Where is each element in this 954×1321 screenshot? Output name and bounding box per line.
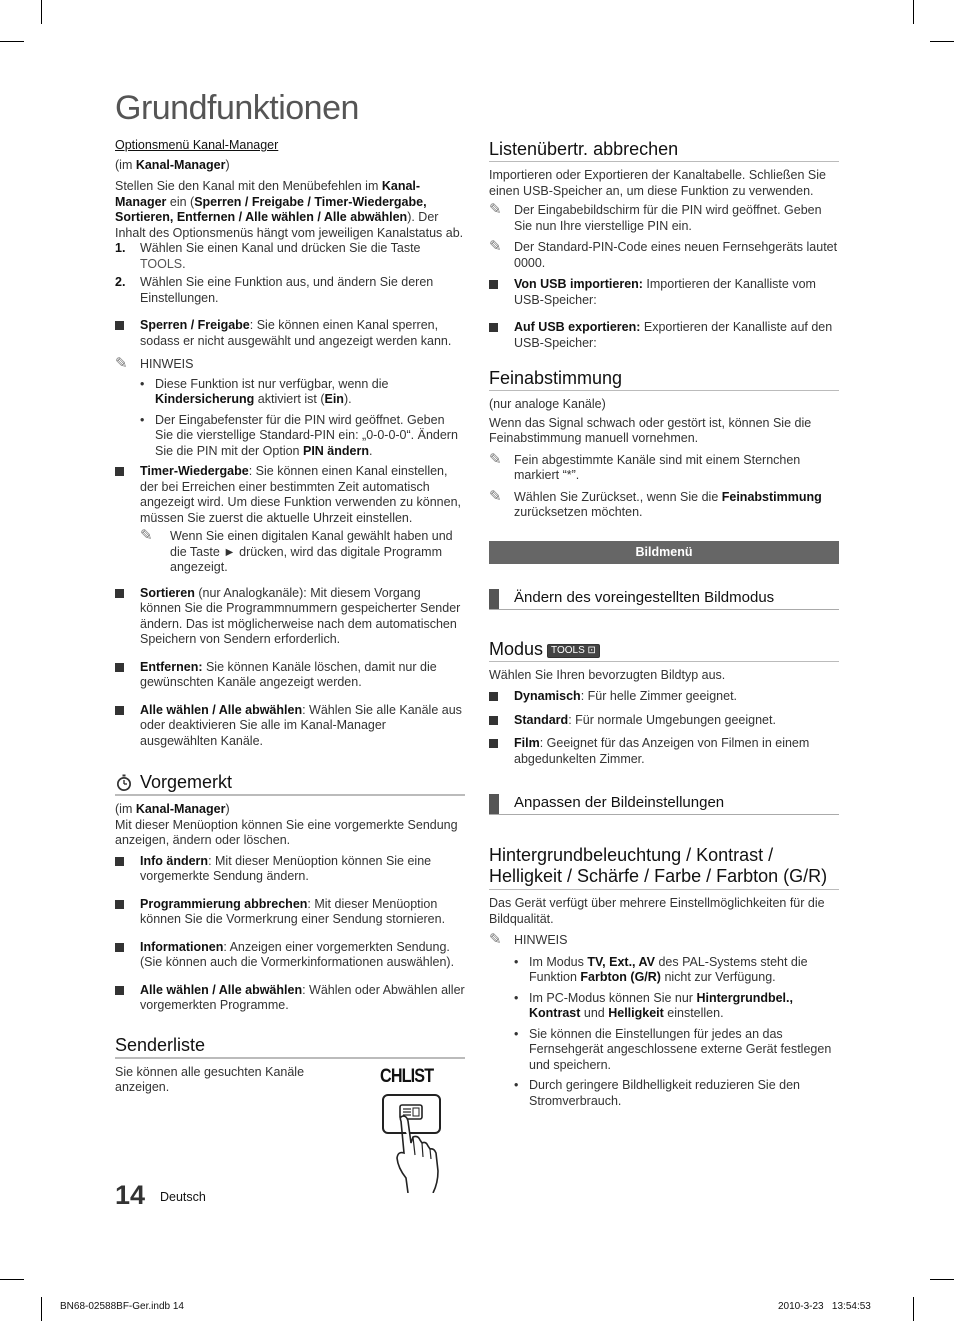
list-item: Alle wählen / Alle abwählen: Wählen Sie alle Kanäle aus oder deaktivieren Sie alle im Kanal-Manager ausgewählten Kanäle. [115, 703, 465, 750]
note: ✎ Wenn Sie einen digitalen Kanal gewählt haben und die Taste ► drücken, wird das digitale Programm angezeigt. [140, 527, 453, 574]
print-timestamp: 2010-3-23 13:54:53 [778, 1301, 871, 1312]
square-bullet-icon [489, 280, 498, 289]
list-item: • Durch geringere Bildhelligkeit reduzieren Sie den Stromverbrauch. [514, 1078, 800, 1108]
subheading-bildmodus: Ändern des voreingestellten Bildmodus [489, 588, 839, 610]
chlist-label: CHLIST [380, 1065, 434, 1087]
square-bullet-icon [489, 739, 498, 748]
options-heading: Optionsmenü Kanal-Manager [115, 138, 279, 152]
pencil-icon: ✎ [489, 487, 502, 505]
list-item: Informationen: Anzeigen einer vorgemerkten Sendung. (Sie können auch die Vormerkinformationen auswählen). [115, 940, 465, 971]
pencil-icon: ✎ [489, 450, 502, 468]
hintergrund-intro: Das Gerät verfügt über mehrere Einstellmöglichkeiten für die Bildqualität. [489, 896, 825, 926]
tools-icon: ⊡ [587, 644, 596, 656]
list-item: • Im PC-Modus können Sie nur Hintergrundbel., Kontrast und Helligkeit einstellen. [514, 990, 793, 1020]
square-bullet-icon [115, 900, 124, 909]
square-bullet-icon [489, 692, 498, 701]
pencil-icon: ✎ [489, 931, 502, 948]
fein-intro: Wenn das Signal schwach oder gestört ist, können Sie die Feinabstimmung manuell vornehmen. [489, 415, 812, 445]
note: ✎ Wählen Sie Zurückset., wenn Sie die Feinabstimmung zurücksetzen möchten. [489, 487, 822, 519]
left-column [115, 138, 465, 1195]
pencil-icon: ✎ [489, 201, 502, 218]
bullet-icon: • [514, 1026, 519, 1041]
square-bullet-icon [115, 943, 124, 952]
list-item: Entfernen: Sie können Kanäle löschen, damit nur die gewünschten Kanäle angezeigt werden. [115, 660, 465, 691]
bullet-icon: • [140, 376, 145, 391]
chlist-remote-illustration [380, 1065, 450, 1194]
fein-context: (nur analoge Kanäle) [489, 397, 606, 411]
listen-intro: Importieren oder Exportieren der Kanaltabelle. Schließen Sie einen USB-Speicher an, um diese Funktion zu verwenden. [489, 168, 826, 198]
bullet-icon: • [514, 990, 519, 1005]
crop-mark [913, 1297, 914, 1321]
tools-badge: TOOLS ⊡ [547, 644, 600, 658]
senderliste-heading: Senderliste [115, 1034, 465, 1059]
senderliste-text: Sie können alle gesuchten Kanäle anzeigen. [115, 1064, 305, 1094]
senderliste-section [115, 1065, 465, 1195]
list-item: Info ändern: Mit dieser Menüoption können Sie eine vorgemerkte Sendung ändern. [115, 854, 465, 885]
list-item: Standard: Für normale Umgebungen geeignet. [489, 713, 839, 729]
list-item: Von USB importieren: Importieren der Kanalliste vom USB-Speicher: [489, 277, 839, 308]
crop-mark [913, 0, 914, 24]
bullet-icon: • [514, 954, 519, 969]
page-language: Deutsch [160, 1190, 206, 1204]
square-bullet-icon [489, 323, 498, 332]
bullet-icon: • [514, 1078, 519, 1092]
hintergrund-heading: Hintergrundbeleuchtung / Kontrast / Helligkeit / Schärfe / Farbe / Farbton (G/R) [489, 845, 839, 890]
square-bullet-icon [489, 716, 498, 725]
pencil-icon: ✎ [489, 238, 502, 255]
pencil-icon: ✎ [115, 355, 128, 372]
square-bullet-icon [115, 589, 124, 598]
note-hinweis: ✎ HINWEIS [489, 931, 568, 948]
section-marker [489, 794, 499, 814]
list-item: Alle wählen / Alle abwählen: Wählen oder Abwählen aller vorgemerkten Programme. [115, 983, 465, 1014]
note: ✎ Fein abgestimmte Kanäle sind mit einem Sternchen markiert “*”. [489, 450, 801, 482]
crop-mark [0, 1279, 24, 1280]
list-item: Dynamisch: Für helle Zimmer geeignet. [489, 689, 839, 705]
square-bullet-icon [115, 706, 124, 715]
square-bullet-icon [115, 467, 124, 476]
note: ✎ Der Eingabebildschirm für die PIN wird geöffnet. Geben Sie nun Ihre vierstellige PIN ein. [489, 201, 822, 233]
step-1: 1. Wählen Sie einen Kanal und drücken Sie die Taste TOOLS. [115, 241, 421, 271]
list-item: Film: Geeignet für das Anzeigen von Filmen in einem abgedunkelten Zimmer. [489, 736, 839, 767]
crop-mark [930, 41, 954, 42]
vorgemerkt-intro: Mit dieser Menüoption können Sie eine vorgemerkte Sendung anzeigen, ändern oder löschen. [115, 817, 458, 847]
section-marker [489, 589, 499, 609]
list-item: Sortieren (nur Analogkanäle): Mit diesem Vorgang können Sie die Programmnummern gespeicherter Sender ändern. Das ist möglicherweise nach dem automatischen Speichern von Sendern erforderlich. [115, 586, 465, 648]
file-name: BN68-02588BF-Ger.indb 14 [60, 1301, 184, 1312]
list-item: Programmierung abbrechen: Mit dieser Menüoption können Sie die Vormerkrung einer Sendung stornieren. [115, 897, 465, 928]
list-item: • Diese Funktion ist nur verfügbar, wenn die Kindersicherung aktiviert ist (Ein). [140, 376, 389, 406]
options-intro: Stellen Sie den Kanal mit den Menübefehlen im Kanal-Manager ein (Sperren / Freigabe / Timer-Wiedergabe, Sortieren, Entfernen / Alle wählen / Alle abwählen). Der Inhalt des Optionsmenüs hängt vom jeweiligen Kanalstatus ab. [115, 179, 464, 240]
list-item: Sperren / Freigabe: Sie können einen Kanal sperren, sodass er nicht ausgewählt und angezeigt werden kann. [115, 318, 465, 349]
list-item: • Im Modus TV, Ext., AV des PAL-Systems steht die Funktion Farbton (G/R) nicht zur Verfügung. [514, 954, 808, 984]
list-item: • Sie können die Einstellungen für jedes an das Fernsehgerät angeschlossene externe Gerät festlegen und speichern. [514, 1026, 832, 1072]
note: ✎ Der Standard-PIN-Code eines neuen Fernsehgeräts lautet 0000. [489, 238, 838, 270]
square-bullet-icon [115, 321, 124, 330]
crop-mark [0, 41, 24, 42]
modus-intro: Wählen Sie Ihren bevorzugten Bildtyp aus. [489, 667, 726, 682]
list-item: Auf USB exportieren: Exportieren der Kanalliste auf den USB-Speicher: [489, 320, 839, 351]
crop-mark [41, 0, 42, 24]
step-2: 2. Wählen Sie eine Funktion aus, und ändern Sie deren Einstellungen. [115, 275, 434, 305]
section-band-bildmenu: Bildmenü [489, 541, 839, 564]
list-item: Timer-Wiedergabe: Sie können einen Kanal einstellen, der bei Erreichen einer bestimmten Zeit automatisch angezeigt wird. Um diese Funktion verwenden zu können, müssen Sie zuerst die aktuelle Uhrzeit einstellen. [115, 464, 465, 526]
crop-mark [930, 1279, 954, 1280]
bullet-icon: • [140, 412, 145, 427]
vorgemerkt-context: (im Kanal-Manager) [115, 802, 230, 816]
right-column [489, 138, 839, 1114]
fein-heading: Feinabstimmung [489, 367, 839, 391]
square-bullet-icon [115, 663, 124, 672]
options-context: (im Kanal-Manager) [115, 157, 230, 172]
pencil-icon: ✎ [140, 527, 153, 544]
page-title: Grundfunktionen [115, 89, 359, 127]
subheading-bildeinstellungen: Anpassen der Bildeinstellungen [489, 793, 839, 815]
hand-pressing-button-icon [380, 1093, 450, 1193]
page-number: 14 [115, 1180, 146, 1210]
crop-mark [41, 1297, 42, 1321]
list-item: • Der Eingabefenster für die PIN wird geöffnet. Geben Sie die vierstellige Standard-PIN ein: „0-0-0-0“. Ändern Sie die PIN mit der Option PIN ändern. [140, 412, 458, 458]
note-hinweis: ✎ HINWEIS [115, 355, 194, 372]
square-bullet-icon [115, 986, 124, 995]
square-bullet-icon [115, 857, 124, 866]
clock-icon [115, 774, 133, 792]
modus-heading: Modus TOOLS ⊡ [489, 638, 839, 662]
listen-heading: Listenübertr. abbrechen [489, 138, 839, 162]
vorgemerkt-heading: Vorgemerkt [115, 771, 465, 796]
